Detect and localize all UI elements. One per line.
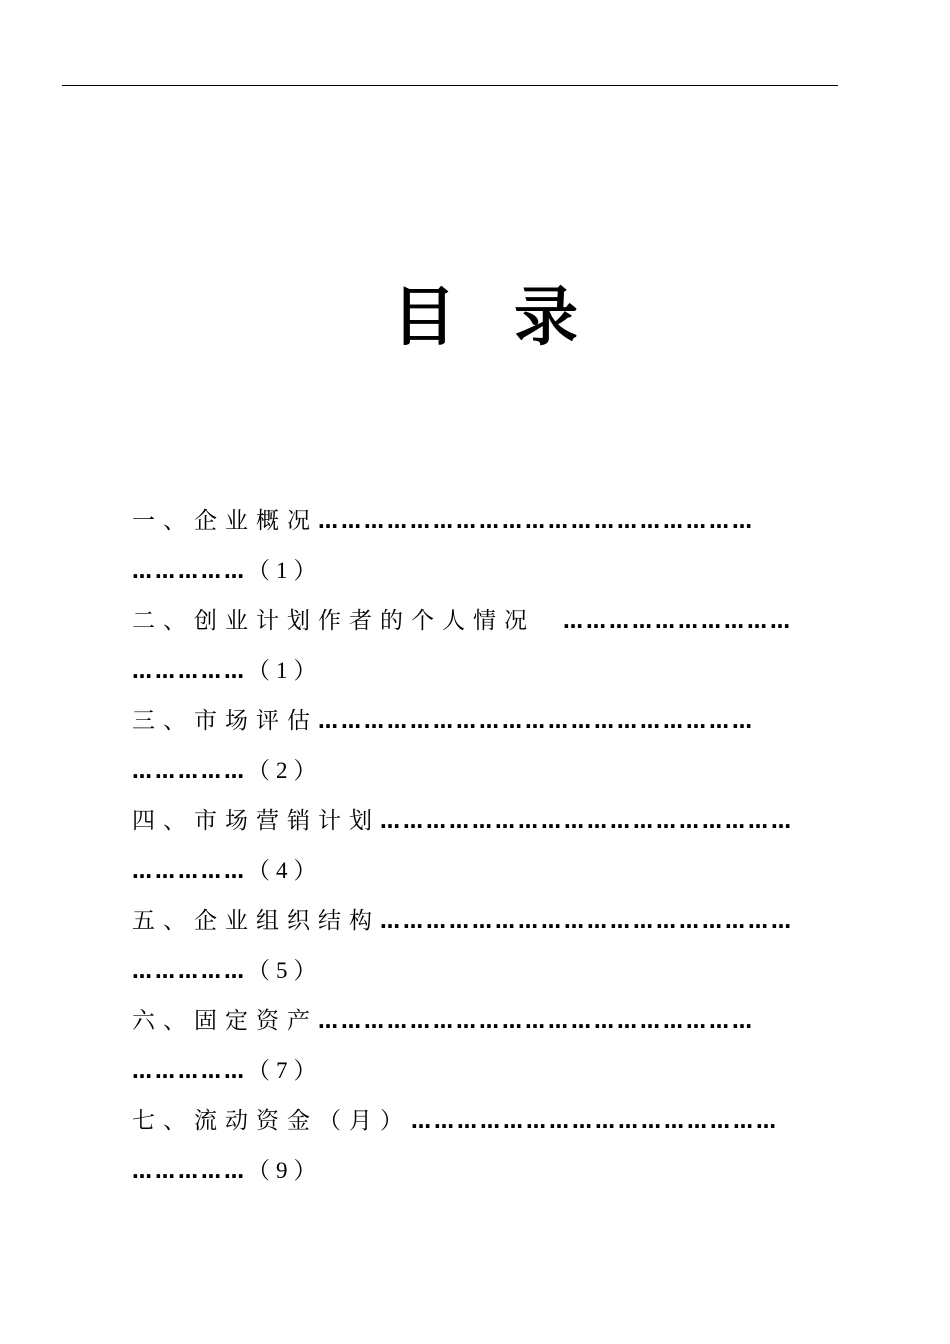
toc-entry-heading: 市场营销计划: [194, 808, 380, 834]
toc-entry-continuation: [132, 746, 827, 796]
toc-leader-dots: ……………: [132, 859, 247, 883]
toc-entry-number: 二、: [132, 608, 194, 634]
toc-entry-heading: 市场评估: [194, 708, 318, 734]
toc-entry-heading: 创业计划作者的个人情况: [194, 608, 535, 634]
toc-entry-line: [132, 496, 827, 546]
toc-entry-line: [132, 1096, 827, 1146]
toc-entry-1[interactable]: [132, 496, 827, 596]
toc-entry-page-number: （5）: [247, 958, 323, 983]
toc-entry-page-number: （1）: [247, 658, 323, 683]
toc-leader-dots: ……………: [132, 559, 247, 583]
toc-entry-number: 五、: [132, 908, 194, 934]
toc-entry-heading: 固定资产: [194, 1008, 318, 1034]
toc-entry-continuation: [132, 546, 827, 596]
header-rule: [62, 85, 838, 86]
toc-entry-2[interactable]: [132, 596, 827, 696]
toc-entry-heading: 企业组织结构: [194, 908, 380, 934]
toc-entry-continuation: [132, 1146, 827, 1196]
toc-entry-number: 一、: [132, 508, 194, 534]
page-title: 目录: [392, 281, 636, 355]
toc-entry-line: [132, 796, 827, 846]
toc-entry-number: 四、: [132, 808, 194, 834]
toc-entry-page-number: （2）: [247, 758, 323, 783]
toc-leader-dots: ……………: [132, 1059, 247, 1083]
toc-entry-3[interactable]: [132, 696, 827, 796]
toc-entry-line: [132, 596, 827, 646]
toc-entry-6[interactable]: [132, 996, 827, 1096]
toc-entry-4[interactable]: [132, 796, 827, 896]
toc-entry-continuation: [132, 846, 827, 896]
toc-entry-7[interactable]: [132, 1096, 827, 1196]
toc-entry-number: 三、: [132, 708, 194, 734]
toc-entry-number: 六、: [132, 1008, 194, 1034]
toc-leader-dots: ……………: [132, 1159, 247, 1183]
toc-entry-continuation: [132, 1046, 827, 1096]
toc-entry-continuation: [132, 646, 827, 696]
toc-entry-page-number: （4）: [247, 858, 323, 883]
table-of-contents: [132, 496, 832, 1196]
toc-leader-dots: …………………………………………………: [318, 509, 755, 533]
toc-entry-page-number: （7）: [247, 1058, 323, 1083]
toc-leader-dots: ……………: [132, 959, 247, 983]
toc-leader-dots: …………………………………………: [411, 1109, 779, 1133]
toc-entry-number: 七、: [132, 1108, 194, 1134]
toc-entry-line: [132, 996, 827, 1046]
toc-leader-dots: ………………………………………………: [380, 909, 794, 933]
toc-leader-dots: ……………: [132, 759, 247, 783]
toc-entry-heading: 流动资金（月）: [194, 1108, 411, 1134]
toc-leader-dots: …………………………………………………: [318, 1009, 755, 1033]
toc-entry-5[interactable]: [132, 896, 827, 996]
toc-leader-dots: ………………………………………………: [380, 809, 794, 833]
toc-entry-page-number: （9）: [247, 1158, 323, 1183]
toc-entry-line: [132, 696, 827, 746]
toc-entry-heading: 企业概况: [194, 508, 318, 534]
toc-leader-dots: …………………………………………………: [318, 709, 755, 733]
toc-entry-page-number: （1）: [247, 558, 323, 583]
toc-entry-continuation: [132, 946, 827, 996]
toc-leader-dots: ……………: [132, 659, 247, 683]
toc-leader-dots: …………………………: [563, 609, 793, 633]
toc-entry-line: [132, 896, 827, 946]
